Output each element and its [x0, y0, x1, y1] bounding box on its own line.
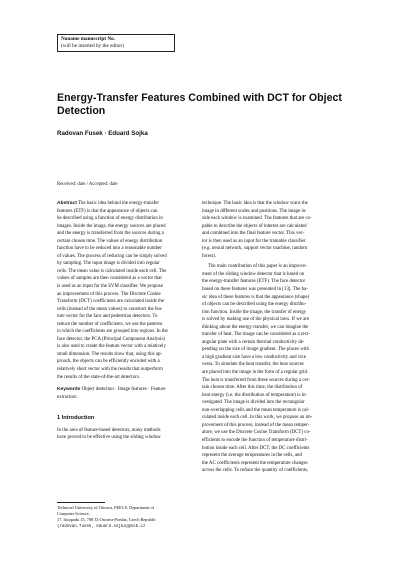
title-line: Detection: [57, 105, 106, 117]
intro-paragraph-2: [202, 263, 342, 474]
body-line: versa. To simulate the heat transfer, the heat sources: [202, 362, 304, 368]
body-line: tor is then used as an input for the trainable classifier: [202, 238, 306, 244]
body-line: culated inside each cell. In this work, we propose an im-: [202, 415, 313, 421]
body-line: bution inside each cell. After DCT, the DC coefficients: [202, 445, 310, 451]
abstract-line: small dimension. The results show that, using this ap-: [57, 351, 163, 357]
intro-line: In the area of feature-based detectors, many methods: [57, 427, 161, 433]
body-line: (e.g. neural network, support vector machine, random: [202, 246, 308, 252]
manuscript-number-label: Noname manuscript No.: [61, 36, 116, 42]
body-line: are placed into the image in the form of a regular grid.: [202, 370, 309, 376]
abstract-line: cells. The mean value is calculated inside each cell. The: [57, 268, 167, 274]
body-line: based on these features was presented in [13]. The ba-: [202, 287, 308, 293]
intro-paragraph-1: [202, 200, 342, 260]
body-line: forest).: [202, 253, 216, 259]
editor-note: (will be inserted by the editor): [61, 43, 124, 49]
body-line: heat energy (i.e. the distribution of temperature) is in-: [202, 392, 308, 398]
abstract-line: values of samples are then considered as a vector that: [57, 276, 162, 282]
body-line: pable to describe the objects of interest are calculated: [202, 223, 307, 229]
abstract-line: and the energy is transferred from the sources during a: [57, 231, 164, 237]
section-heading-introduction: 1 Introduction: [57, 415, 95, 422]
abstract-line: the results of the state-of-the-art detectors.: [57, 374, 140, 380]
abstract-block: [57, 200, 197, 381]
body-line: represent the average temperatures in the cells, and: [202, 453, 302, 459]
body-line: ature, we use the Discrete Cosine Transform (DCT) co-: [202, 430, 311, 436]
body-line: The heat is transferred from these sources during a cer-: [202, 377, 310, 383]
paper-title: [57, 92, 347, 118]
abstract-line: by sampling. The input image is divided into regular: [57, 261, 160, 267]
keywords-label: Keywords: [57, 387, 81, 393]
affiliation-footnote: [57, 502, 197, 530]
body-line: side each window is examined. The features that are ca-: [202, 216, 312, 222]
footnote-line: Technical University of Ostrava, FEECS, Department of: [57, 505, 155, 510]
abstract-line: reduce the number of coefficients, we use the patterns: [57, 321, 163, 327]
abstract-line: in which the coefficients are grouped into regions. In the: [57, 329, 168, 335]
keywords-block: [57, 386, 197, 401]
abstract-line: certain chosen time. The values of energy distribution: [57, 238, 163, 244]
abstract-line: is used as an input for the SVM classifier. We propose: [57, 284, 163, 290]
abstract-line: an improvement of this process. The Discrete Cosine: [57, 291, 161, 297]
body-line: pending on the size of image gradient. The places with: [202, 347, 309, 353]
right-column: [202, 200, 342, 475]
abstract-line: cells (instead of the mean values) to construct the fea-: [57, 306, 163, 312]
body-line: the energy-transfer features (ETF). The face detector: [202, 279, 306, 285]
abstract-line: relatively short vector with the results that outperform: [57, 367, 163, 373]
footnote-line: 17. listopadu 15, 708 33 Ostrava-Poruba, Czech Republic: [57, 517, 157, 523]
received-accepted-date: Received: date / Accepted: date: [57, 182, 118, 187]
body-line: technique. The basic idea is that the window scans the: [202, 201, 308, 206]
body-line: the AC coefficients represent the temperature changes: [202, 460, 308, 466]
abstract-line: ture vector for the face and pedestrian detectors. To: [57, 314, 158, 320]
abstract-line: proach, the objects can be efficiently encoded with a: [57, 359, 160, 365]
title-line: Energy-Transfer Features Combined with DCT for Object: [57, 92, 342, 104]
body-line: The main contribution of this paper is an improve-: [208, 264, 307, 270]
body-line: ment of the sliding window detector that is based on: [202, 271, 305, 277]
keywords-line: extraction: [57, 394, 77, 400]
abstract-line: Transform (DCT) coefficients are calculated inside the: [57, 299, 165, 305]
left-column: [57, 200, 197, 442]
author-emails: {radovan.fusek, eduard.sojka}@vsb.cz: [57, 524, 146, 529]
body-line: thinking about the energy transfer, we can imagine the: [202, 324, 309, 330]
body-line: a high gradient size have a low conductivity and vice: [202, 354, 306, 360]
abstract-line: images. Inside the image, the energy sources are placed: [57, 223, 166, 229]
body-line: is solved by making use of the physical laws. If we are: [202, 317, 310, 323]
abstract-line: be described using a function of energy distribution in: [57, 216, 163, 222]
body-line: sic idea of these features is that the appearance (shape): [202, 294, 310, 300]
body-line: across the cells. To reduce the quantity of coefficients,: [202, 468, 309, 474]
abstract-line: is also used to create the feature vector with a relatively: [57, 344, 166, 350]
author-list: Radovan Fusek · Eduard Sojka: [57, 130, 148, 137]
body-line: transfer of heat. The image can be considered as a rect-: [202, 332, 310, 338]
body-line: vestigated. The image is divided into the rectangular: [202, 400, 305, 406]
body-line: image in different scales and positions. The image in-: [202, 208, 307, 214]
manuscript-number-box: [57, 34, 175, 52]
abstract-first-line: Abstract The basic idea behind the energy-transfer: [57, 201, 159, 206]
body-line: provement of this process, instead of the mean temper-: [202, 422, 310, 428]
body-line: of objects can be described using the energy distribu-: [202, 302, 307, 308]
body-line: tain chosen time. After this time, the distribution of: [202, 385, 303, 391]
body-line: efficients to encode the function of temperature distri-: [202, 437, 308, 443]
body-line: tion function. Inside the image, the transfer of energy: [202, 309, 307, 315]
footnote-line: Computer Science,: [57, 511, 90, 517]
keywords-first-line: Keywords Object detection · Image features · Feature: [57, 387, 166, 393]
abstract-line: features (ETF) is that the appearance of objects can: [57, 208, 158, 214]
abstract-label: Abstract: [57, 201, 77, 206]
abstract-line: function have to be reduced into a reasonable number: [57, 246, 162, 252]
abstract-line: of values. The process of reducing can be simply solved: [57, 253, 167, 259]
abstract-line: face detector, the PCA (Principal Component Analysis): [57, 336, 166, 342]
body-line: non-overlapping cells and the mean temperature is cal-: [202, 407, 310, 413]
footnote-rule: [57, 502, 105, 503]
body-line: and combined into the final feature vector. This vec-: [202, 231, 305, 237]
intro-line: have proved to be effective using the sliding window: [57, 435, 161, 441]
body-line: angular plate with a certain thermal conductivity de-: [202, 339, 305, 345]
